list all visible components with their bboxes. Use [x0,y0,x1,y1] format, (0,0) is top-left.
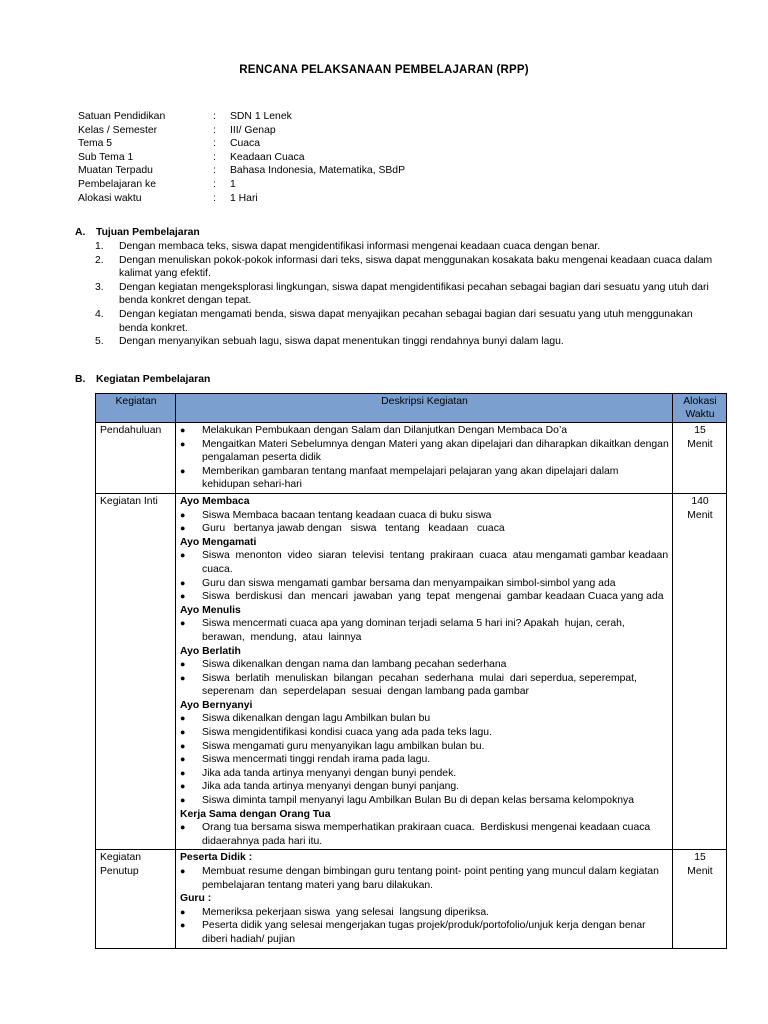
bullet-icon: ● [180,822,186,833]
bullet-icon: ● [180,465,186,476]
bullet-item [180,617,669,644]
bullet-text: Siswa mengidentifikasi kondisi cuaca yang ada pada teks lagu. [202,727,492,739]
bullet-text: Memeriksa pekerjaan siswa yang selesai langsung diperiksa. [202,906,490,918]
info-colon: : [213,111,216,122]
identity-table [78,110,405,205]
subsection-title: Ayo Bernyanyi [180,699,253,711]
subsection-title: Ayo Mengamati [180,536,257,548]
bullet-icon: ● [180,920,186,931]
info-colon: : [213,192,216,204]
bullet-item [180,794,669,808]
bullet-icon: ● [180,509,186,520]
activity-name: Kegiatan Inti [96,493,176,849]
header-alokasi-line: Waktu [685,409,715,420]
info-label: Muatan Terpadu [78,165,153,177]
item-text: Dengan menyanyikan sebuah lagu, siswa dapat menentukan tinggi rendahnya bunyi dalam lagu. [119,336,564,348]
table-header-row [96,394,727,423]
info-value: 1 Hari [230,192,258,204]
bullet-text: Siswa dikenalkan dengan lagu Ambilkan bulan bu [202,713,431,725]
item-number: 4. [95,308,104,320]
item-number: 5. [95,336,104,348]
bullet-text: Siswa Membaca bacaan tentang keadaan cuaca di buku siswa [202,509,492,521]
bullet-text: Peserta didik yang selesai mengerjakan tugas projek/produk/portofolio/unjuk kerja dengan benar diberi hadiah/ pujian [202,920,646,945]
bullet-item [180,509,669,523]
bullet-item [180,919,669,946]
bullet-icon: ● [180,781,186,792]
activity-time [673,423,727,494]
info-label: Tema 5 [78,138,113,150]
bullet-text: Siswa diminta tampil menyanyi lagu Ambilkan Bulan Bu di depan kelas bersama kelompoknya [202,795,635,807]
info-colon: : [213,178,216,190]
bullet-item [180,740,669,754]
bullet-item [180,549,672,576]
info-value: Bahasa Indonesia, Matematika, SBdP [230,165,406,177]
info-row [78,110,405,124]
time-unit: Menit [687,866,713,877]
list-item [95,254,715,281]
info-label: Sub Tema 1 [78,151,134,163]
section-title: Tujuan Pembelajaran [96,227,200,238]
bullet-item [180,821,669,848]
bullet-item [180,767,669,781]
subsection-title: Ayo Membaca [180,495,250,507]
bullet-text: Siswa mencermati cuaca apa yang dominan terjadi selama 5 hari ini? Apakah hujan, cerah, berawan, mendung, atau lainnya [202,618,631,643]
section-letter: A. [75,227,86,238]
bullet-icon: ● [180,425,186,435]
bullet-text: Guru dan siswa mengamati gambar bersama dan menyampaikan simbol-simbol yang ada [202,577,616,589]
time-value: 15 [694,852,706,864]
bullet-item [180,865,669,892]
time-unit: Menit [687,509,713,521]
activity-time [673,850,727,948]
item-number: 1. [95,241,104,252]
bullet-text: Mengaitkan Materi Sebelumnya dengan Materi yang akan dipelajari dan diharapkan dikaitkan dengan pengalaman peserta didik [202,438,669,464]
bullet-item [180,712,669,726]
list-item [95,308,715,335]
activity-name-line: Penutup [100,866,139,877]
header-alokasi-line: Alokasi [683,396,717,407]
bullet-item [180,522,669,536]
activity-description [176,850,673,948]
bullet-text: Jika ada tanda artinya menyanyi dengan bunyi panjang. [202,781,460,793]
info-value: Keadaan Cuaca [230,151,305,163]
info-value: SDN 1 Lenek [230,111,292,122]
bullet-item [180,590,669,604]
item-text: Dengan membaca teks, siswa dapat mengidentifikasi informasi mengenai keadaan cuaca dengan benar. [119,241,601,252]
subsection-title: Ayo Menulis [180,604,241,616]
subsection-title: Guru : [180,893,212,905]
info-colon: : [213,138,216,150]
bullet-item [180,577,669,591]
bullet-item [180,726,669,740]
bullet-icon: ● [180,740,186,751]
time-unit: Menit [687,438,713,450]
bullet-icon: ● [180,659,186,670]
list-item [95,281,715,308]
table-row [96,493,727,849]
bullet-item [180,658,669,672]
bullet-icon: ● [180,577,186,588]
section-b-heading [75,373,210,387]
info-label: Pembelajaran ke [78,178,156,190]
table-row [96,850,727,948]
activity-name: Pendahuluan [96,423,176,494]
document-title: RENCANA PELAKSANAAN PEMBELAJARAN (RPP) [239,64,529,76]
item-text: Dengan menuliskan pokok-pokok informasi dari teks, siswa dapat menggunakan kosakata baku mengenai keadaan cuaca dalam kalimat yang efektif. [119,254,713,280]
activity-description [176,493,673,849]
header-alokasi [673,394,727,423]
activity-description [176,423,673,494]
bullet-icon: ● [180,795,186,806]
bullet-icon: ● [180,591,186,602]
info-value: III/ Genap [230,124,276,136]
bullet-text: Siswa mencermati tinggi rendah irama pada lagu. [202,754,431,766]
list-item [95,335,715,349]
bullet-text: Jika ada tanda artinya menyanyi dengan bunyi pendek. [202,767,457,779]
bullet-item [180,780,669,794]
bullet-item [180,438,669,465]
goals-list [95,240,715,349]
bullet-icon: ● [180,550,186,561]
bullet-icon: ● [180,866,186,876]
bullet-item [180,753,669,767]
bullet-text: Siswa menonton video siaran televisi tentang prakiraan cuaca atau mengamati gambar keadaan cuaca. [202,550,672,575]
info-row [78,124,405,138]
subsection-title: Peserta Didik : [180,852,253,864]
item-text: Dengan kegiatan mengeksplorasi lingkungan, siswa dapat mengidentifikasi pecahan sebagai bagian dari sesuatu yang utuh dari benda konkret dengan tepat. [119,281,709,307]
info-row [78,164,405,178]
activity-name [96,850,176,948]
bullet-icon: ● [180,767,186,778]
info-row [78,192,405,206]
bullet-icon: ● [180,713,186,724]
info-value: 1 [230,178,236,190]
info-value: Cuaca [230,138,261,150]
time-value: 15 [694,425,706,436]
bullet-item [180,672,669,699]
list-item [95,240,715,254]
activity-name-line: Kegiatan [100,852,142,864]
item-text: Dengan kegiatan mengamati benda, siswa dapat menyajikan pecahan sebagai bagian dari sesuatu yang utuh menggunakan benda konkret. [119,308,693,334]
table-row [96,423,727,494]
bullet-icon: ● [180,618,186,629]
info-colon: : [213,165,216,177]
bullet-text: Siswa mengamati guru menyanyikan lagu ambilkan bulan bu. [202,740,485,752]
section-letter: B. [75,374,86,385]
activity-time [673,493,727,849]
info-row [78,178,405,192]
time-value: 140 [691,495,709,507]
bullet-text: Melakukan Pembukaan dengan Salam dan Dilanjutkan Dengan Membaca Do’a [202,425,568,436]
info-label: Alokasi waktu [78,192,142,204]
info-colon: : [213,151,216,163]
bullet-item [180,906,669,920]
info-row [78,151,405,165]
section-a-heading [75,226,200,240]
info-colon: : [213,124,216,136]
info-row [78,137,405,151]
header-kegiatan: Kegiatan [96,394,176,423]
info-label: Satuan Pendidikan [78,111,166,122]
section-title: Kegiatan Pembelajaran [96,374,211,385]
bullet-item [180,424,669,438]
item-number: 3. [95,281,104,293]
bullet-item [180,465,669,492]
bullet-text: Orang tua bersama siswa memperhatikan prakiraan cuaca. Berdiskusi mengenai keadaan cuaca didaerahnya pada hari itu. [202,822,654,847]
activity-table [95,393,727,949]
bullet-icon: ● [180,438,186,449]
bullet-text: Siswa dikenalkan dengan nama dan lambang pecahan sederhana [202,659,507,671]
subsection-title: Kerja Sama dengan Orang Tua [180,808,331,820]
bullet-text: Siswa berlatih menuliskan bilangan pecahan sederhana mulai dari seperdua, seperempat, seperenam dan seperdelapan sesuai dengan lambang pada gambar [202,672,643,698]
subsection-title: Ayo Berlatih [180,645,241,657]
bullet-icon: ● [180,727,186,738]
bullet-text: Guru bertanya jawab dengan siswa tentang keadaan cuaca [202,523,505,535]
bullet-icon: ● [180,523,186,534]
bullet-text: Memberikan gambaran tentang manfaat mempelajari pelajaran yang akan dipelajari dalam kehidupan sehari-hari [202,465,619,491]
info-label: Kelas / Semester [78,124,158,136]
bullet-icon: ● [180,906,186,917]
bullet-text: Siswa berdiskusi dan mencari jawaban yang tepat mengenai gambar keadaan Cuaca yang ada [202,591,664,603]
header-deskripsi: Deskripsi Kegiatan [176,394,673,423]
bullet-icon: ● [180,754,186,765]
item-number: 2. [95,254,104,266]
bullet-text: Membuat resume dengan bimbingan guru tentang point- point penting yang muncul dalam kegiatan pembelajaran tentang materi yang baru dilakukan. [202,866,659,891]
bullet-icon: ● [180,672,186,683]
